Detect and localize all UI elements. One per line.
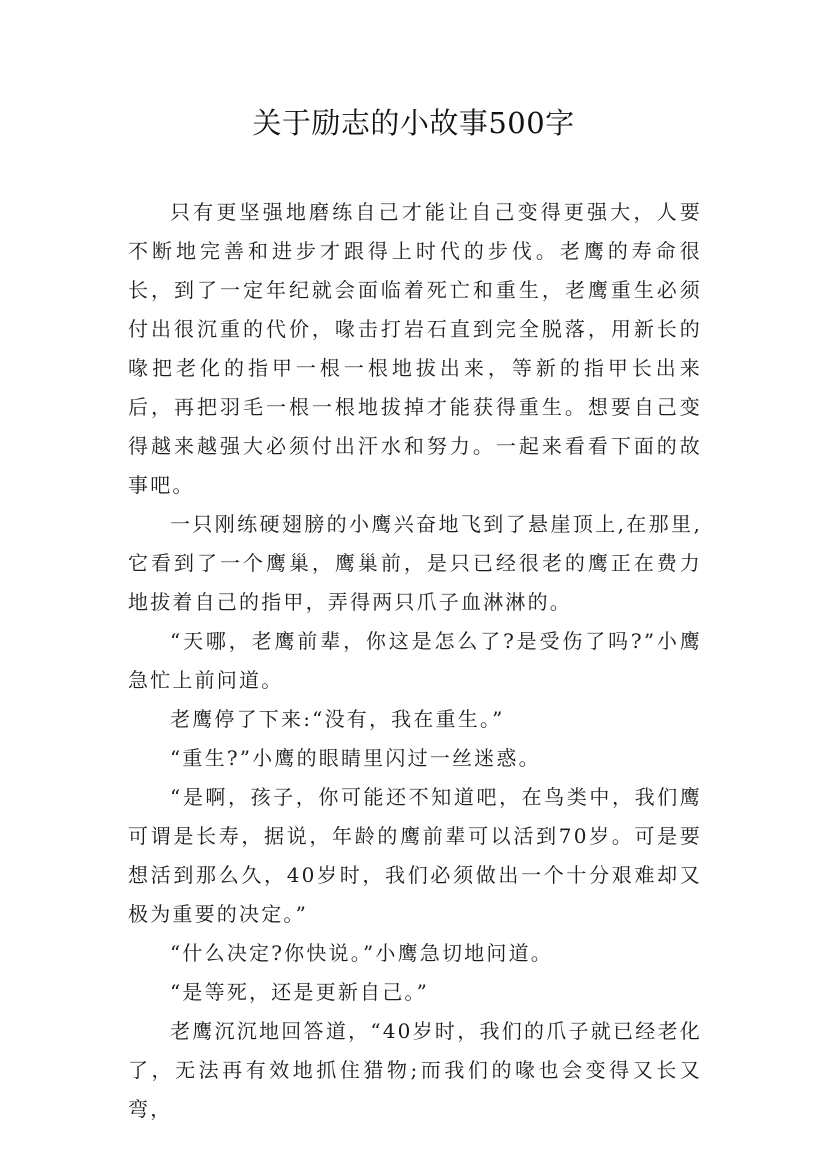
paragraph-dialogue-3: “重生?”小鹰的眼睛里闪过一丝迷惑。 bbox=[170, 746, 541, 770]
paragraph-intro: 只有更坚强地磨练自己才能让自己变得更强大，人要不断地完善和进步才跟得上时代的步伐。老鹰的寿命很长，到了一定年纪就会面临着死亡和重生，老鹰重生必须付出很沉重的代价，喙击打岩石直到完全脱落，用新长的喙把老化的指甲一根一根地拔出来，等新的指甲长出来后，再把羽毛一根一根地拔掉才能获得重生。想要自己变得越来越强大必须付出汗水和努力。一起来看看下面的故事吧。 bbox=[128, 200, 702, 497]
paragraph-dialogue-5: “什么决定?你快说。”小鹰急切地问道。 bbox=[170, 941, 553, 965]
paragraph-dialogue-6: “是等死，还是更新自己。” bbox=[170, 980, 430, 1004]
document-body bbox=[128, 193, 702, 1129]
paragraph-dialogue-4: “是啊，孩子，你可能还不知道吧，在鸟类中，我们鹰可谓是长寿，据说，年龄的鹰前辈可以活到70岁。可是要想活到那么久，40岁时，我们必须做出一个十分艰难却又极为重要的决定。” bbox=[128, 785, 702, 926]
paragraph-dialogue-2: 老鹰停了下来:“没有，我在重生。” bbox=[170, 707, 505, 731]
paragraph-dialogue-7: 老鹰沉沉地回答道，“40岁时，我们的爪子就已经老化了，无法再有效地抓住猎物;而我们的喙也会变得又长又弯， bbox=[128, 1019, 702, 1121]
paragraph-dialogue-1: “天哪，老鹰前辈，你这是怎么了?是受伤了吗?”小鹰急忙上前问道。 bbox=[128, 629, 702, 692]
paragraph-young-eagle: 一只刚练硬翅膀的小鹰兴奋地飞到了悬崖顶上,在那里,它看到了一个鹰巢，鹰巢前，是只已经很老的鹰正在费力地拔着自己的指甲，弄得两只爪子血淋淋的。 bbox=[128, 512, 702, 614]
document-title: 关于励志的小故事500字 bbox=[252, 106, 575, 140]
